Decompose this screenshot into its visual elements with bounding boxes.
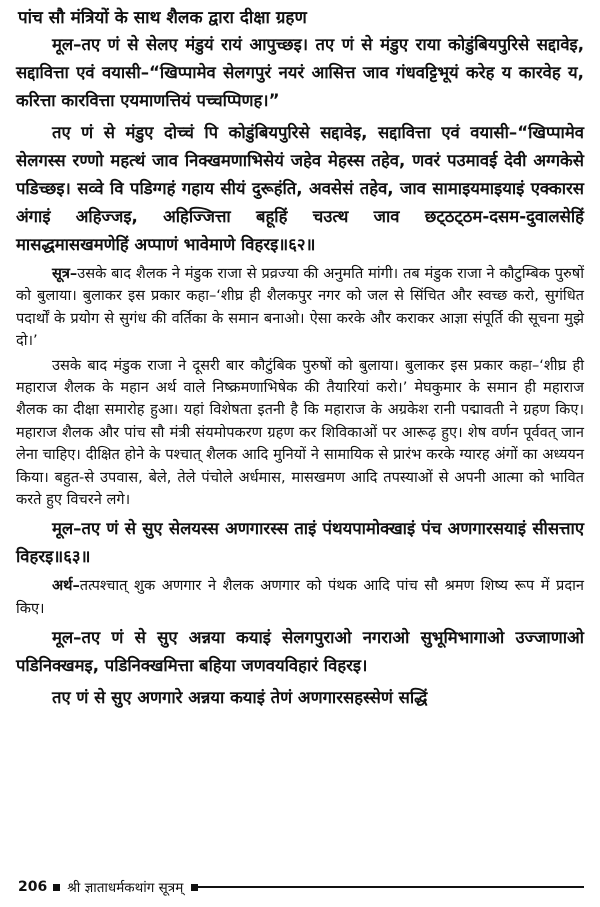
mool-paragraph-64	[16, 624, 584, 680]
paragraph-text: तत्पश्चात् शुक अणगार ने शैलक अणगार को पंथक आदि पांच सौ श्रमण शिष्य रूप में प्रदान किए।	[16, 577, 584, 617]
mool-paragraph-62-part1	[16, 31, 584, 115]
paragraph-text: तए णं से मंडुए दोच्चं पि कोडुंबियपुरिसे सद्दावेइ, सद्दावित्ता एवं वयासी–“खिप्पामेव सेलगस्स रण्णो महत्थं जाव निक्खमणाभिसेयं जहेव मेहस्स तहेव, णवरं पउमावई देवी अग्गकेसे पडिच्छइ। सव्वे वि पडिग्गहं गहाय सीयं दुरूहंति, अवसेसं तहेव, जाव सामाइयमाइयाइं एक्कारस अंगाइं अहिज्जइ, अहिज्जित्ता बहूहिं चउत्थ जाव छट्‌ठट्‌ठम-दसम-दुवालसेहिं मासद्धमासखमणेहिं अप्पाणं भावेमाणे विहरइ॥६२॥	[16, 123, 584, 254]
page-footer	[18, 876, 584, 898]
sutra-translation-paragraph	[16, 263, 584, 353]
book-title: श्री ज्ञाताधर्मकथांग सूत्रम्	[67, 880, 184, 896]
mool-paragraph-continuation	[16, 684, 584, 712]
paragraph-text: तए णं से सुए सेलयस्स अणगारस्स ताइं पंथयपामोक्खाइं पंच अणगारसयाइं सीसत्ताए विहरइ॥६३॥	[16, 519, 584, 567]
paragraph-text: तए णं से सुए अन्नया कयाइं सेलगपुराओ नगराओ सुभूमिभागाओ उज्जाणाओ पडिनिक्खमइ, पडिनिक्खमित्ता बहिया जणवयविहारं विहरइ।	[16, 628, 584, 676]
paragraph-label: सूत्र–	[52, 265, 78, 282]
section-heading: पांच सौ मंत्रियों के साथ शैलक द्वारा दीक्षा ग्रहण	[18, 8, 307, 28]
page-content	[16, 6, 584, 712]
paragraph-text: तए णं से सुए अणगारे अन्नया कयाइं तेणं अणगारसहस्सेणं सद्धिं	[52, 688, 428, 708]
paragraph-label: मूल–	[52, 628, 82, 648]
paragraph-label: मूल–	[52, 35, 82, 54]
paragraph-label: अर्थ–	[52, 577, 80, 595]
mool-paragraph-62-part2	[16, 119, 584, 259]
paragraph-text: तए णं से सेलए मंडुयं रायं आपुच्छइ। तए णं से मंडुए राया कोडुंबियपुरिसे सद्दावेइ, सद्दावित्ता एवं वयासी–“खिप्पामेव सेलगपुरं नयरं आसित्त जाव गंधवट्टिभूयं करेह य कारवेह य, करित्ता कारवित्ता एयमाणत्तियं पच्चप्पिणह।”	[16, 35, 584, 110]
mool-paragraph-63	[16, 515, 584, 571]
paragraph-text: उसके बाद मंडुक राजा ने दूसरी बार कौटुंबिक पुरुषों को बुलाया। बुलाकर इस प्रकार कहा–‘शीघ्र ही महाराज शैलक के महान अर्थ वाले निष्क्रमणाभिषेक की तैयारियां करो।’ मेघकुमार के समान ही महाराज शैलक का दीक्षा समारोह हुआ। यहां विशेषता इतनी है कि महाराज के अग्रकेश रानी पद्मावती ने ग्रहण किए। महाराज शैलक और पांच सौ मंत्री संयमोपकरण ग्रहण कर शिविकाओं पर आरूढ़ हुए। शेष वर्णन पूर्ववत् जान लेना चाहिए। दीक्षित होने के पश्चात् शैलक आदि मुनियों ने सामायिक से प्रारंभ करके ग्यारह अंगों का अध्ययन किया। बहुत-से उपवास, बेले, तेले पंचोले अर्धमास, मासखमण आदि तपस्याओं से अपनी आत्मा को भावित करते हुए विचरने लगे।	[16, 356, 584, 509]
page-number: 206	[18, 879, 48, 895]
paragraph-label: मूल–	[52, 519, 82, 539]
translation-continuation-paragraph	[16, 355, 584, 512]
artha-translation-paragraph	[16, 575, 584, 620]
paragraph-text: उसके बाद शैलक ने मंडुक राजा से प्रव्रज्या की अनुमति मांगी। तब मंडुक राजा ने कौटुम्बिक पुरुषों को बुलाया। बुलाकर इस प्रकार कहा–‘शीघ्र ही शैलकपुर नगर को जल से सिंचित और स्वच्छ करो, सुगंधित पदार्थों के प्रयोग से सुगंध की वर्तिका के समान बनाओ। ऐसा करके और कराकर आज्ञा संपूर्ति की सूचना मुझे दो।’	[16, 265, 584, 350]
square-bullet-icon	[53, 884, 60, 891]
footer-rule-divider	[191, 886, 584, 888]
